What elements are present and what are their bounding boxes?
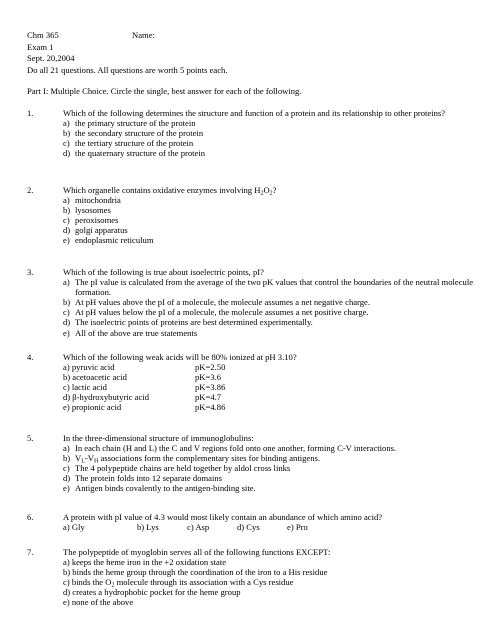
option-c[interactable]: c) binds the $O_2$ molecule through its association with a Cys residue: [63, 577, 294, 589]
option-list: [63, 362, 482, 412]
option-a[interactable]: a) Gly: [63, 522, 85, 533]
option-list: [63, 557, 482, 607]
option-d[interactable]: d) Cys: [237, 522, 260, 533]
option-a[interactable]: a) The pI value is calculated from the average of the two pK values that control the boundaries of the neutral molecule formation.: [63, 277, 474, 298]
option-e[interactable]: e) propionic acid pK=4.86: [63, 402, 226, 413]
question-number: 7.: [27, 547, 34, 557]
option-a[interactable]: a) In each chain (H and L) the C and V regions fold onto one another, forming C-V interactions.: [63, 443, 397, 454]
question-number: 2.: [27, 185, 34, 195]
question-6: [27, 512, 482, 532]
question-4: [27, 352, 482, 413]
option-c[interactable]: c) lactic acid pK=3.86: [63, 382, 226, 393]
option-a[interactable]: a) pyruvic acid pK=2.50: [63, 362, 226, 373]
question-7: [27, 547, 482, 608]
question-number: 5.: [27, 433, 34, 443]
option-e[interactable]: e) All of the above are true statements: [63, 327, 198, 338]
name-label: Name:: [132, 30, 155, 40]
pk-value: pK=2.50: [195, 362, 226, 373]
option-b[interactable]: b) Lys: [137, 522, 159, 533]
question-text: A protein with pI value of 4.3 would most likely contain an abundance of which amino acid?: [63, 512, 383, 522]
option-c[interactable]: c) the tertiary structure of the protein: [63, 138, 194, 149]
pk-value: pK=3.6: [195, 372, 222, 383]
option-a[interactable]: a) mitochondria: [63, 195, 121, 206]
exam-date: Sept. 20,2004: [27, 53, 75, 63]
option-b[interactable]: b) At pH values above the pI of a molecule, the molecule assumes a net negative charge.: [63, 297, 371, 308]
option-d[interactable]: d) the quaternary structure of the protein: [63, 148, 206, 159]
option-c[interactable]: c) Asp: [187, 522, 210, 533]
question-3: [27, 267, 482, 338]
question-text: Which of the following determines the structure and function of a protein and its relationship to other proteins?: [63, 108, 446, 118]
option-d[interactable]: d) The protein folds into 12 separate domains: [63, 473, 223, 484]
option-c[interactable]: c) The 4 polypeptide chains are held together by aldol cross links: [63, 463, 291, 474]
question-text: Which of the following weak acids will be 80% ionized at pH 3.10?: [63, 352, 297, 362]
option-a[interactable]: a) keeps the heme iron in the +2 oxidation state: [63, 557, 227, 568]
question-text: The polypeptide of myoglobin serves all of the following functions EXCEPT:: [63, 547, 331, 557]
pk-value: pK=4.7: [195, 392, 222, 403]
option-b[interactable]: b) acetoacetic acid pK=3.6: [63, 372, 222, 383]
course-label: Chm 365: [27, 30, 59, 40]
question-5: [27, 433, 482, 494]
option-b[interactable]: b) the secondary structure of the protein: [63, 128, 204, 139]
option-d[interactable]: d) golgi apparatus: [63, 225, 128, 236]
question-number: 4.: [27, 352, 34, 362]
question-number: 3.: [27, 267, 34, 277]
exam-label: Exam 1: [27, 41, 54, 52]
option-e[interactable]: e) endoplasmic reticulum: [63, 235, 154, 246]
pk-value: pK=4.86: [195, 402, 226, 413]
option-list: [63, 443, 482, 493]
question-text: Which organelle contains oxidative enzymes involving $H_2O_2$?: [63, 185, 277, 197]
option-b[interactable]: b) $V_L-V_H$ associations form the complementary sites for binding antigens.: [63, 453, 321, 465]
option-e[interactable]: e) Pro: [287, 522, 308, 533]
option-a[interactable]: a) the primary structure of the protein: [63, 118, 196, 129]
option-list: [63, 118, 482, 158]
option-d[interactable]: d) The isoelectric points of proteins are best determined experimentally.: [63, 317, 313, 328]
question-number: 6.: [27, 512, 34, 522]
option-e[interactable]: e) Antigen binds covalently to the antigen-binding site.: [63, 483, 256, 494]
question-1: [27, 108, 482, 158]
option-c[interactable]: c) peroxisomes: [63, 215, 119, 226]
question-2: [27, 185, 482, 246]
question-text: Which of the following is true about isoelectric points, pI?: [63, 267, 264, 277]
exam-instructions: Do all 21 questions. All questions are worth 5 points each.: [27, 64, 228, 75]
option-list: [63, 195, 482, 245]
part-instructions: Part I: Multiple Choice. Circle the single, best answer for each of the following.: [27, 86, 302, 96]
pk-value: pK=3.86: [195, 382, 226, 393]
option-b[interactable]: b) lysosomes: [63, 205, 111, 216]
exam-header: [27, 30, 467, 76]
option-b[interactable]: b) binds the heme group through the coordination of the iron to a His residue: [63, 567, 328, 578]
option-list: [63, 277, 482, 338]
option-c[interactable]: c) At pH values below the pI of a molecule, the molecule assumes a net positive charge.: [63, 307, 369, 318]
question-text: In the three-dimensional structure of immunoglobulins:: [63, 433, 254, 443]
question-number: 1.: [27, 108, 34, 118]
option-d[interactable]: d) β-hydroxybutyric acid pK=4.7: [63, 392, 222, 403]
option-e[interactable]: e) none of the above: [63, 597, 134, 608]
option-d[interactable]: d) creates a hydrophobic pocket for the heme group: [63, 587, 241, 598]
option-list: [63, 522, 482, 532]
